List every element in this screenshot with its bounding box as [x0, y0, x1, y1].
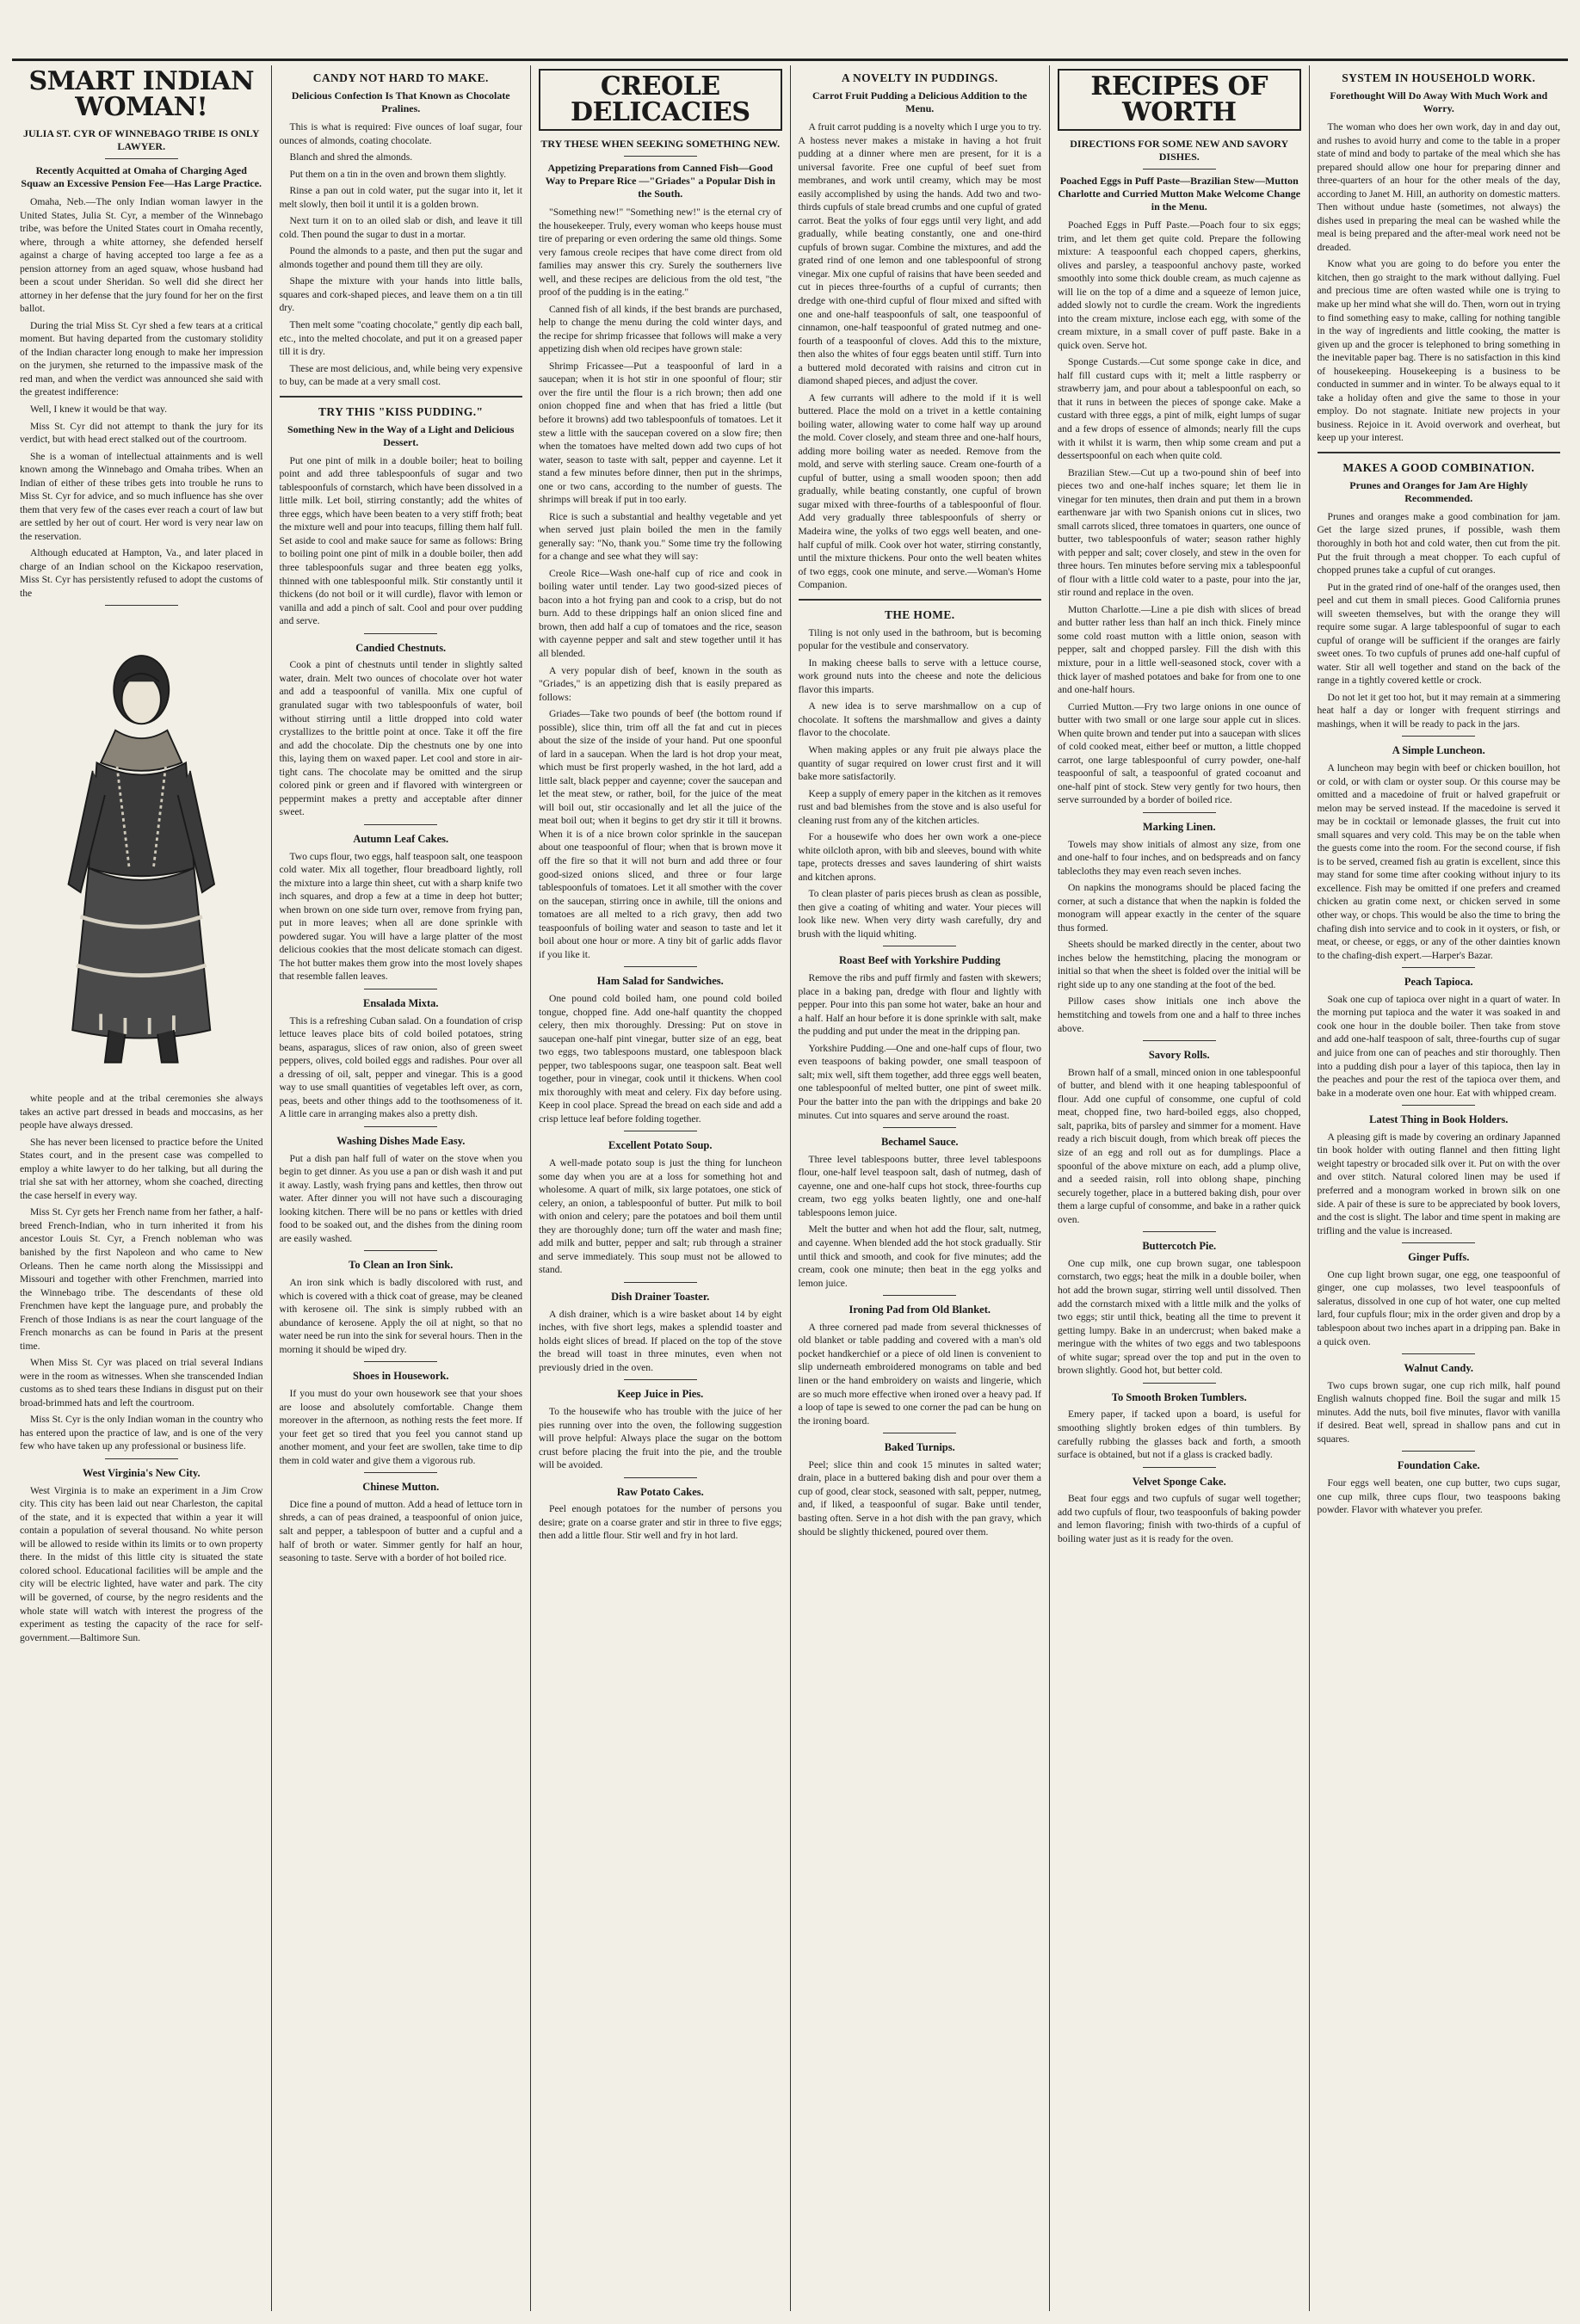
paragraph: For a housewife who does her own work a one-piece white oilcloth apron, with bib and sleeves, bound with white tape, protects dresses and saves laundering of shirt waists and kitchen aprons.	[798, 831, 1041, 883]
divider-rule	[1402, 967, 1475, 968]
article-ironing-pad-from-old-blanket	[799, 1295, 1042, 1427]
paragraph: Prunes and oranges make a good combination for jam. Get the large sized prunes, if possible, wash them thoroughly in both hot and cold water, then cut from the pit. Put the fruit through a meat chopper. To each cupful of chopped prunes take a cupful of cut oranges.	[1317, 510, 1560, 576]
divider-rule	[1143, 1467, 1216, 1468]
divider-rule	[364, 824, 437, 825]
divider-rule	[883, 1127, 956, 1128]
divider-rule	[1402, 1353, 1475, 1354]
headline: RECIPES OF WORTH	[1058, 69, 1301, 131]
divider-rule	[364, 1126, 437, 1127]
article-a-novelty-in-puddings	[799, 71, 1042, 592]
paragraph: A few currants will adhere to the mold if it is well buttered. Place the mold on a trivet in a kettle containing boiling water, allowing water to come half way up around the mold. Cover closely, and steam three and one-half hours, adding more boiling water as needed. Remove from the mold, and serve with sterling sauce. Cream one-fourth of a cupful of butter, using a small wooden spoon; then add gradually, while beating constantly, one cupful of brown sugar mixed with three-fourths of a tablespoonful of flour. Add very gradually three tablespoonfuls of sherry or Madeira wine, the yolks of two eggs well beaten, and one-half cupful of milk. Cook over hot water, stirring constantly, until the mixture thickens. Pour onto the well beaten whites of two eggs, cook one minute, and serve.—Woman's Home Companion.	[798, 391, 1041, 591]
column-3	[531, 65, 791, 2311]
subheadline: TRY THESE WHEN SEEKING SOMETHING NEW.	[540, 138, 781, 150]
divider-rule	[1402, 1451, 1475, 1452]
headline: Keep Juice in Pies.	[617, 1388, 704, 1401]
headline: Bechamel Sauce.	[880, 1136, 959, 1149]
paragraph: A well-made potato soup is just the thing for luncheon some day when you are at a loss for something hot and wholesome. A quart of milk, six large potatoes, one stick of celery, an onion, a tablespoonful of butter. Put milk to boil with onion and celery; pare the potatoes and boil them until they are thoroughly done; turn off the water and mash fine; add milk and butter, pepper and salt; rub through a strainer and serve immediately. This soup must not be allowed to stand.	[539, 1157, 782, 1276]
headline: To Smooth Broken Tumblers.	[1111, 1390, 1247, 1403]
paragraph: Know what you are going to do before you enter the kitchen, then go straight to the mark without dallying. Fuel and precious time are often wasted while one is trying to make up her mind what she will do. Then, worn out in trying to find something easy to make, calling for nothing tangible in the way of ingredients and little cooking, the matter is given up and the grocer is telephoned to bring something in the inevitable paper bag. There is no satisfaction in this kind of housekeeping. Housekeeping is a business to be conducted in summer and in winter. To be always equal to it take a holiday often and give the same to those in your employ. Do not stagnate. Initiate new projects in your business. Rejoice in it. Avoid overwork and overheat, but keep up your interest.	[1317, 258, 1561, 444]
paragraph: Put a dish pan half full of water on the stove when you begin to get dinner. As you use a pan or dish wash it and put it away. Lastly, wash frying pans and kettles, then throw out water. After dinner you will not have such a discouraging looking kitchen. There will be no pans or kettles with dried food to be soaked out, and the dishes from the dining room are easily washed.	[279, 1152, 522, 1244]
paragraph: white people and at the tribal ceremonies she always takes an active part dressed in beads and moccasins, as her people have always dressed.	[20, 1093, 263, 1131]
headline: THE HOME.	[884, 607, 955, 621]
article-excellent-potato-soup	[539, 1131, 782, 1277]
paragraph: Mutton Charlotte.—Line a pie dish with slices of bread and butter rather less than half an inch thick. Finely mince some cold roast mutton with a little onion, season with pepper, salt and chopped parsley. Fill the dish with this mixture, pour in a little well-seasoned stock, cover with a thick layer of mashed potatoes and bake for from one to one and one-half hours.	[1058, 603, 1301, 696]
article-roast-beef-with-yorkshire-pudding	[799, 946, 1042, 1122]
headline: A Simple Luncheon.	[1392, 744, 1485, 757]
headline: Raw Potato Cakes.	[616, 1485, 704, 1498]
paragraph: A three cornered pad made from several thicknesses of old blanket or table padding and covered with a man's old pocket handkerchief or a piece of old linen is convenient to slip underneath embroidered monograms on table and bed linen or the hand embroidery on waists and lingerie, which are so much more effective when ironed over a heavy pad. If a loop of tape is sewed to one corner the pad can be hung on the ironing board.	[798, 1321, 1041, 1427]
article-chinese-mutton	[280, 1472, 523, 1564]
paragraph: One cup light brown sugar, one egg, one teaspoonful of ginger, one cup molasses, two level teaspoonfuls of saleratus, dissolved in one cup of hot water, one cup melted lard, four cupfuls flour; mix in the order given and drop by a tablespoon about two inches apart in a dripping pan. Bake in a quick oven.	[1317, 1268, 1560, 1347]
paragraph: If you must do your own housework see that your shoes are loose and absolutely comfortable. Change them moreover in the afternoon, as nothing rests the feet more. If your feet get so tired that you feel you cannot stand up another moment, and your feet are swollen, take time to dip them in cold water and give them a vigorous rub.	[279, 1387, 522, 1466]
article-velvet-sponge-cake	[1058, 1467, 1301, 1546]
headline: Buttercotch Pie.	[1142, 1240, 1217, 1253]
divider-rule	[799, 599, 1042, 601]
divider-rule	[883, 1295, 956, 1296]
column-1	[12, 65, 272, 2311]
paragraph: Creole Rice—Wash one-half cup of rice and cook in boiling water until tender. Lay two good-sized pieces of bacon into a hot frying pan and cook to a crisp, but do not burn. Add to these drippings half an onion sliced fine and brown, then add half a cup of tomatoes and the rice, season with cayenne pepper and salt and stew together until it has all blended.	[539, 567, 782, 659]
article-walnut-candy	[1318, 1353, 1561, 1446]
paragraph: She has never been licensed to practice before the United States court, and in the present case was compelled to employ a white lawyer to do her talking, but all during the trial she sat with her attorney, whom she coached, directing the case herself in every way.	[20, 1136, 263, 1201]
subheadline: Poached Eggs in Puff Paste—Brazilian Stew—Mutton Charlotte and Curried Mutton Make Welcome Change in the Menu.	[1058, 175, 1301, 213]
article-continued	[20, 605, 263, 1453]
headline: Marking Linen.	[1142, 820, 1216, 833]
headline: Savory Rolls.	[1148, 1049, 1210, 1062]
paragraph: Brazilian Stew.—Cut up a two-pound shin of beef into pieces two and one-half inches square; let them lie in vinegar for ten minutes, then drain and put them in a brown earthenware jar with two Spanish onions cut in slices, two small carrots sliced, three tomatoes in quarters, one ounce of butter, two tablespoonfuls of water; season rather highly with pepper and salt; cover closely, and stew in the oven for three hours. Ten minutes before serving mix a tablespoonful of flour with a little cold water to a paste, pour into the jar, stir round and replace in the oven.	[1058, 466, 1301, 599]
divider-rule	[105, 605, 178, 606]
paragraph: Cook a pint of chestnuts until tender in slightly salted water, drain. Melt two ounces of chocolate over hot water and add a teaspoonful of vanilla. Mix one cupful of granulated sugar with two tablespoonfuls of water, boil without stirring until a little dropped into cold water crystallizes to the brittle point at once. Take it off the fire and add the chocolate. Dip the chestnuts one by one into this, laying them on waxed paper. Let cool and store in air-tight cans. The chocolate may be omitted and the sirup colored pink or green and if flavored with wintergreen or peppermint makes a pretty and acceptable after dinner sweet.	[279, 659, 522, 818]
paragraph: A luncheon may begin with beef or chicken bouillon, hot or cold, or with clam or oyster soup. Or this course may be omitted and a macedoine of fruit or halved grapefruit or melon may be served instead. If the macedoine is served it may be in cocktail or lemonade glasses, the fruit cut into small squares and very cold. This may be on the table when the guests come into the room. For the second course, if fish is to be served, creamed fish au gratin is excellent, since this may stand for some time after cooking without injury to its excellence. Fish may be omitted if one prefers and creamed chicken au gratin come next, or chicken served in some other way, or chops. This would be also the time to bring the chafing dish into service and to cook in it oysters, or fish, or meat, or cheese, or eggs, or any of the other dainties known to the chafing-dish expert.—Harper's Bazar.	[1317, 762, 1560, 961]
paragraph: To clean plaster of paris pieces brush as clean as possible, then give a coating of whiting and water. Your pieces will look like new. When very dirty wash carefully, dry and brush with the liquid whiting.	[798, 888, 1041, 940]
paragraph: Brown half of a small, minced onion in one tablespoonful of butter, and blend with it one heaping tablespoonful of flour. Add one cupful of consomme, one cupful of cold meat, chopped fine, two hard-boiled eggs, also chopped, salt, paprika, bits of parsley and simmer for a moment. Have ready a rich biscuit dough, from which break off pieces the size of an egg and roll out as for dumplings. Place a spoonful of the above mixture on each, add a plump olive, and a seeded raisin, roll into oblong shape, pinching securely together, place in a buttered baking dish, pour over them a large cupful of consomme, and bake in a rather quick oven.	[1058, 1066, 1301, 1225]
paragraph: Remove the ribs and puff firmly and fasten with skewers; place in a baking pan, dredge with flour and lightly with pepper. Pour into this pan some hot water, bake an hour and a half. Half an hour before it is done sprinkle with salt, make the pudding and put under the meat in the dripping pan.	[798, 972, 1041, 1038]
article-creole-delicacies	[539, 69, 782, 961]
deck-rule	[1143, 169, 1216, 170]
paragraph: On napkins the monograms should be placed facing the corner, at such a distance that when the napkin is folded the monogram will appear exactly in the center of the square thus formed.	[1058, 882, 1301, 934]
paragraph: Put in the grated rind of one-half of the oranges used, then peel and cut them in small pieces. Good California prunes will sweeten themselves, but with the orange they will require some sugar. A large tablespoonful of sugar to each cupful of orange will be sufficient if the oranges are fairly sweet ones. To two cupfuls of prunes add one-half cupful of water. Stir all well together and stand on the back of the range in a tightly covered kettle or crock.	[1317, 581, 1560, 687]
paragraph: Peel; slice thin and cook 15 minutes in salted water; drain, place in a buttered baking dish and pour over them a cup of good, clear stock, seasoned with salt, pepper, nutmeg, and, if liked, a teaspoonful of sugar. Bake until tender, basting often. Serve in a hot dish with the pan gravy, which should be slightly thickened, poured over them.	[798, 1458, 1041, 1538]
paragraph: Two cups flour, two eggs, half teaspoon salt, one teaspoon cold water. Mix all together, flour breadboard lightly, roll the mixture into a large thin sheet, cut with a sharp knife two inch squares, and drop a few at a time in deep hot butter; when brown on one side turn over, remove from frying pan, put in more leaves; when all are done sprinkle with powdered sugar. You will have a large platter of the most delicious cookies that the most delicate stomach can digest. The hot butter makes them grow into the most lovely shapes that resemble fallen leaves.	[279, 850, 522, 983]
divider-rule	[624, 1477, 697, 1478]
headline: TRY THIS "KISS PUDDING."	[318, 404, 484, 418]
divider-rule	[624, 1282, 697, 1283]
paragraph: In making cheese balls to serve with a lettuce course, work ground nuts into the cheese and note the delicious flavor this imparts.	[798, 657, 1041, 695]
subheadline: Appetizing Preparations from Canned Fish—Good Way to Prepare Rice —"Griades" a Popular Dish in the South.	[545, 162, 775, 200]
divider-rule	[1318, 452, 1561, 453]
paragraph: A fruit carrot pudding is a novelty which I urge you to try. A hostess never makes a mistake in having a hot fruit pudding at a dinner where men are present, for it is a universal favorite. Free one cupful of beef suet from membranes, and work until creamy, which may be most easily accomplished by using the hands. Add two and two-thirds cupfuls of stale bread crumbs and one cupful of grated carrot. Beat the yolks of four eggs until very light, and add gradually, while beating constantly, one and one-third cupfuls of brown sugar. Combine the mixtures, and add the grated rind of one lemon and one tablespoonful of strong vinegar. Mix one cupful of raisins that have been seeded and cut in pieces three-fourths of a cupful of currants; then dredge with one-third cupful of flour mixed and sifted with one and one-half teaspoonfuls of salt, one teaspoonful of cinnamon, one-half teaspoonful of grated nutmeg and one-fourth of a teaspoonful of cloves. Add this to the mixture, then also the whites of four eggs beaten until stiff. Turn into a buttered mold decorated with raisins and citron cut in diamond shaped pieces, and adjust the cover.	[798, 121, 1041, 387]
headline: To Clean an Iron Sink.	[349, 1259, 454, 1272]
paragraph: Shape the mixture with your hands into little balls, squares and cork-shaped pieces, and leave them on a tin till dry.	[279, 275, 522, 314]
headline: Washing Dishes Made Easy.	[336, 1134, 466, 1147]
divider-rule	[364, 633, 437, 634]
paragraph: Although educated at Hampton, Va., and later placed in charge of an Indian school on the Kickapoo reservation, Miss St. Cyr has persistently refused to adopt the customs of the	[20, 547, 263, 599]
paragraph: Melt the butter and when hot add the flour, salt, nutmeg, and cayenne. When blended add the hot stock gradually. Stir until thick and smooth, and cook for five minutes; add the cream, cook one minute; then beat in the egg yolks and lemon juice.	[798, 1224, 1041, 1289]
headline: Ham Salad for Sandwiches.	[596, 975, 724, 988]
paragraph: Put one pint of milk in a double boiler; heat to boiling point and add three tablespoonfuls of sugar and two tablespoonfuls of cornstarch, which have been dissolved in a little milk. Let boil, stirring constantly; add the whites of three eggs, which have been beaten to a very stiff froth; beat the mixture well and pour into teacups, filling them half full. Set aside to cool and make sauce for same as follows: Bring to boiling point one pint of milk in a double boiler, then add three tablespoonfuls sugar and three beaten egg yolks, thinned with one tablespoonful milk. Stir constantly until it thickens (do not boil or it will curdle), flavor with lemon or vanilla and add a pinch of salt. Cool and pour over pudding and serve.	[279, 454, 522, 627]
article-dish-drainer-toaster	[539, 1282, 782, 1374]
article-try-this-kiss-pudding	[280, 396, 523, 628]
article-shoes-in-housework	[280, 1361, 523, 1467]
headline: Walnut Candy.	[1404, 1362, 1474, 1375]
article-candy-not-hard-to-make	[280, 71, 523, 389]
article-raw-potato-cakes	[539, 1477, 782, 1543]
article-a-simple-luncheon	[1318, 736, 1561, 962]
paragraph: Poached Eggs in Puff Paste.—Poach four to six eggs; trim, and let them get quite cold. Prepare the following mixture: A teaspoonful each chopped capers, gherkins, olives and parsley, a teaspoonful anchovy paste, worked smoothly into some thick double cream, as much cajenne as will lie on the top of a dime and a squeeze of lemon juice, added slowly not to curdle the cream. Work the ingredients into the cream mixture, inclose each egg, with some of the cream mixture, in a small cover of puff paste. Bake in a quick oven. Serve hot.	[1058, 219, 1301, 351]
paragraph: During the trial Miss St. Cyr shed a few tears at a critical moment. But having departed from the customary stolidity of the Indian character long enough to make her impression on the jurymen, she returned to the impassive mask of the red man, and when the verdict was announced she said with the greatest indifference:	[20, 319, 263, 398]
article-ham-salad-for-sandwiches	[539, 966, 782, 1125]
paragraph: Miss St. Cyr did not attempt to thank the jury for its verdict, but with head erect stalked out of the courtroom.	[20, 420, 263, 446]
paragraph: One pound cold boiled ham, one pound cold boiled tongue, chopped fine. Add one-half quantity the chopped celery, then mix thoroughly. Dressing: Put on stove in saucepan one-half pint vinegar, butter size of an egg, beat two eggs, two tablespoons mustard, one tablespoon black pepper, two tablespoons sugar, one teaspoon salt. Beat well together, pour in vinegar, cook until it thickens. When cool mix thoroughly with meat and celery. Fix day before using. Keep in cool place. Spread the bread on each side and add a crisp lettuce leaf before folding together.	[539, 992, 782, 1125]
headline: Chinese Mutton.	[362, 1481, 440, 1494]
headline: Roast Beef with Yorkshire Pudding	[838, 954, 1001, 967]
article-marking-linen	[1058, 812, 1301, 1035]
paragraph: Sheets should be marked directly in the center, about two inches below the hemstitching, placing the monogram or initial so that when the sheet is folded over the initial will be right side up to any one standing at the foot of the bed.	[1058, 939, 1301, 990]
article-keep-juice-in-pies	[539, 1379, 782, 1471]
article-smart-indian-woman	[20, 66, 263, 600]
headline: Ensalada Mixta.	[362, 996, 439, 1009]
paragraph: Next turn it on to an oiled slab or dish, and leave it till cold. Then pound the sugar to dust in a mortar.	[279, 215, 522, 240]
headline: Candied Chestnuts.	[355, 641, 447, 654]
divider-rule	[105, 1458, 178, 1459]
divider-rule	[364, 1472, 437, 1473]
article-system-in-household-work	[1318, 71, 1561, 445]
paragraph: Keep a supply of emery paper in the kitchen as it removes rust and bad blemishes from the stove and is also useful for cleaning rust from any of the kitchen articles.	[798, 787, 1041, 826]
headline: Latest Thing in Book Holders.	[1369, 1113, 1509, 1126]
subheadline: DIRECTIONS FOR SOME NEW AND SAVORY DISHES.	[1070, 138, 1289, 163]
paragraph: When making apples or any fruit pie always place the quantity of sugar required on lower crust first and it will bake more satisfactorily.	[798, 744, 1041, 783]
paragraph: Shrimp Fricassee—Put a teaspoonful of lard in a saucepan; when it is hot stir in one spoonful of flour; stir over the fire until the flour is a rich brown; then add one onion chopped fine and when that has fried a little (but before it browns) add two tablespoonfuls of tomatoes. Let it stew a little with the saucepan covered on a slow fire; then when the tomatoes have melted down add two cups of hot water, season to taste with salt, pepper and cayenne. Let it stand a few minutes before dinner, then put in the shrimps, one or two cans, according to the number of guests. The shrimps will break if put in too early.	[539, 360, 782, 506]
columns	[12, 65, 1568, 2311]
article-washing-dishes-made-easy	[280, 1126, 523, 1245]
paragraph: A very popular dish of beef, known in the south as "Griades," is an appetizing dish that is easily prepared as follows:	[539, 664, 782, 703]
paragraph: Towels may show initials of almost any size, from one and one-half to four inches, and on bedspreads and on fancy tablecloths they may even reach seven inches.	[1058, 838, 1301, 877]
divider-rule	[1143, 812, 1216, 813]
paragraph: Pound the almonds to a paste, and then put the sugar and almonds together and pound them till they are oily.	[279, 245, 522, 270]
article-latest-thing-in-book-holders	[1318, 1105, 1561, 1237]
paragraph: Emery paper, if tacked upon a board, is useful for smoothing slightly broken edges of thin tumblers. By carefully rubbing the glasses back and forth, a smooth surface is obtained, but not if a glass is cracked badly.	[1058, 1409, 1301, 1461]
deck-rule	[624, 156, 697, 157]
portrait-illustration	[20, 611, 263, 1093]
article-foundation-cake	[1318, 1451, 1561, 1516]
paragraph: Yorkshire Pudding.—One and one-half cups of flour, two even teaspoons of baking powder, one small teaspoon of salt; mix well, sift them together, add three eggs well beaten, one tablespoonful of melted butter, one pint of sweet milk. Pour the batter into the pan with the drippings and bake 20 minutes. Cut into squares and serve around the roast.	[798, 1042, 1041, 1121]
article-to-smooth-broken-tumblers	[1058, 1383, 1301, 1462]
paragraph: An iron sink which is badly discolored with rust, and which is covered with a thick coat of grease, may be cleaned with kerosene oil. The sink is simply rubbed with an abundance of kerosene. Apply the oil at night, so that no water need be run into the sink for several hours. Then in the morning it should be wiped dry.	[279, 1277, 522, 1355]
headline: Shoes in Housework.	[353, 1370, 449, 1383]
column-4	[791, 65, 1051, 2311]
headline: CREOLE DELICACIES	[539, 69, 782, 131]
article-savory-rolls	[1058, 1040, 1301, 1226]
article-west-virginia-s-new-city	[20, 1458, 263, 1644]
paragraph: Curried Mutton.—Fry two large onions in one ounce of butter with two small or one large sour apple cut in slices. When quite brown and tender put into a saucepan with slices of cold cooked meat, either beef or mutton, a little chopped carrot, one large tablespoonful of curry powder, one-half teaspoonful of salt, a teaspoonful of grated cocoanut and one-half pint of stock. Stew very gently for two hours, then serve surrounded by a border of boiled rice.	[1058, 700, 1301, 806]
divider-rule	[364, 1361, 437, 1362]
article-makes-a-good-combination	[1318, 452, 1561, 731]
paragraph: Then melt some "coating chocolate," gently dip each ball, etc., into the melted chocolate, and put it on a greased paper till it is dry.	[279, 318, 522, 358]
paragraph: Pillow cases show initials one inch above the hemstitching and towels from one and a half to three inches above.	[1058, 996, 1301, 1034]
article-bechamel-sauce	[799, 1127, 1042, 1290]
article-autumn-leaf-cakes	[280, 824, 523, 983]
article-buttercotch-pie	[1058, 1231, 1301, 1378]
headline: MAKES A GOOD COMBINATION.	[1342, 460, 1535, 474]
headline: Peach Tapioca.	[1404, 976, 1473, 989]
headline: SYSTEM IN HOUSEHOLD WORK.	[1342, 71, 1536, 84]
headline: Autumn Leaf Cakes.	[353, 832, 449, 845]
paragraph: Rice is such a substantial and healthy vegetable and yet when served just plain boiled the men in the family generally say: "No, thank you." Some time try the following for a change and see what they will say:	[539, 510, 782, 563]
article-peach-tapioca	[1318, 967, 1561, 1100]
subheadline: Carrot Fruit Pudding a Delicious Addition to the Menu.	[812, 89, 1028, 115]
column-2	[272, 65, 532, 2311]
article-to-clean-an-iron-sink	[280, 1250, 523, 1356]
divider-rule	[624, 1379, 697, 1380]
paragraph: Omaha, Neb.—The only Indian woman lawyer in the United States, Julia St. Cyr, a member of the Winnebago tribe, was before the United States court in Omaha recently, where, through a white attorney, she defended herself against a charge of having accepted too large a fee as a pension attorney from an aged squaw, whose husband had been a scout under Sheridan. So well did she direct her attorney in her defense that the jury found for her on the first ballot.	[20, 196, 263, 315]
headline: Ironing Pad from Old Blanket.	[849, 1304, 991, 1316]
article-the-home	[799, 599, 1042, 941]
divider-rule	[1143, 1231, 1216, 1232]
headline: Ginger Puffs.	[1408, 1251, 1470, 1264]
divider-rule	[1402, 1105, 1475, 1106]
paragraph: When Miss St. Cyr was placed on trial several Indians were in the room as witnesses. When she transcended Indian customs as to shed tears these Indians in disgust put on their broad-brimmed hats and left the courtroom.	[20, 1357, 263, 1409]
paragraph: Rinse a pan out in cold water, put the sugar into it, let it melt slowly, then boil it until it is a golden brown.	[279, 185, 522, 210]
article-candied-chestnuts	[280, 633, 523, 819]
subheadline: Prunes and Oranges for Jam Are Highly Recommended.	[1349, 478, 1528, 504]
paragraph: One cup milk, one cup brown sugar, one tablespoon cornstarch, two eggs; heat the milk in a double boiler, when hot add the brown sugar, stirring well until dissolved. Then add the cornstarch mixed with a little milk and the yolks of two eggs; stir until thick, beating all the time to prevent it getting lumpy. Bake in an undercrust; when baked make a meringue with the whites of two eggs and two tablespoons of white sugar; spread over the top and put in the oven to brown slightly. Good hot, but better cold.	[1058, 1257, 1301, 1377]
paragraph: These are most delicious, and, while being very expensive to buy, can be made at a very small cost.	[279, 362, 522, 388]
paragraph: To the housewife who has trouble with the juice of her pies running over into the oven, the following suggestion will prove helpful: Always place the sugar on the bottom crust before placing the fruit into the pie, and the trouble will be avoided.	[539, 1405, 782, 1471]
paragraph: Soak one cup of tapioca over night in a quart of water. In the morning put tapioca and the water it was soaked in and cook one hour in the double boiler. Then take from stove and add one-half teaspoon of salt, three-fourths cup of sugar and juice from one can of peaches and stir thoroughly. Then into a pudding dish pour a layer of this tapioca, then lay in the peaches and pour the rest of the tapioca over them, and bake in a moderate oven one hour. Eat with whipped cream.	[1317, 993, 1560, 1099]
subheadline: JULIA ST. CYR OF WINNEBAGO TRIBE IS ONLY LAWYER.	[22, 127, 260, 152]
subheadline: Forethought Will Do Away With Much Work and Worry.	[1330, 89, 1548, 115]
divider-rule	[364, 1250, 437, 1251]
paragraph: Peel enough potatoes for the number of persons you desire; grate on a coarse grater and stir in three to five eggs; then add a little flour. Stir well and fry in hot lard.	[539, 1503, 782, 1542]
article-ginger-puffs	[1318, 1242, 1561, 1348]
paragraph: A pleasing gift is made by covering an ordinary Japanned tin book holder with outing flannel and then fitting light weight tapestry or brocaded silk over it. Put on with the over and over stitch. Natural colored linen may be used if preferred and a monogram worked in brown silk on one side. A pair of these is sure to be appreciated by book lovers, and the cost is slight. The labor and time spent in making are trifling and the value is increased.	[1317, 1131, 1560, 1236]
article-baked-turnips	[799, 1433, 1042, 1538]
headline: Dish Drainer Toaster.	[611, 1290, 710, 1303]
paragraph: "Something new!" "Something new!" is the eternal cry of the housekeeper. Truly, every woman who keeps house must tire of preparing or even ordering the same old things. Some very famous creole recipes that have come direct from old families may answer this cry. Surely the southerners live well, and these recipes are delicious from the old test, "the proof of the pudding is in the eating."	[539, 207, 782, 299]
paragraph: A dish drainer, which is a wire basket about 14 by eight inches, with five short legs, makes a splendid toaster and holds eight slices of bread. If placed on the top of the stove the bread will toast in three minutes, even when not previously dried in the oven.	[539, 1308, 782, 1373]
paragraph: Blanch and shred the almonds.	[289, 151, 413, 163]
paragraph: Sponge Custards.—Cut some sponge cake in dice, and half fill custard cups with it; melt a little raspberry or strawberry jam, and pour about a tablespoonful on each, so that it runs in between the pieces of sponge cake. Make a custard with three eggs, a pint of milk, eight lumps of sugar and a few drops of essence of almonds; nearly fill the cups with it whilst it is warm, then whip some cream and put a dessertspoonful on each when quite cold.	[1058, 356, 1301, 462]
headline: West Virginia's New City.	[82, 1466, 201, 1479]
paragraph: Well, I knew it would be that way.	[30, 403, 167, 415]
paragraph: She is a woman of intellectual attainments and is well known among the Winnebago and Omaha tribes. When an Indian of either of these tribes gets into trouble he runs to Miss St. Cyr for advice, and so much influence has she over them that very few of the cases ever reach a court of law but are settled by her out of court. Her word is very near law on the reservation.	[20, 450, 263, 542]
headline: Excellent Potato Soup.	[608, 1139, 713, 1152]
subheadline: Something New in the Way of a Light and Delicious Dessert.	[287, 422, 515, 448]
paragraph: A new idea is to serve marshmallow on a cup of chocolate. It softens the marshmallow and gives a dainty flavor to the chocolate.	[798, 700, 1041, 739]
paragraph: West Virginia is to make an experiment in a Jim Crow city. This city has been laid out near Charleston, the capital of the state, and it is expected that within a year it will contain a population of several thousand. No white person will be allowed to reside within its limits or to own property there. In the midst of this little city is situated the state colored school. Educational facilities will be ample and the city will be electric lighted, have water and park. The city will be governed, of course, by the negro residents and the whole state will watch with interest the progress of the experiment as testing the capacity of the race for self-government.—Baltimore Sun.	[20, 1484, 263, 1643]
paragraph: Put them on a tin in the oven and brown them slightly.	[289, 168, 507, 180]
headline: Velvet Sponge Cake.	[1132, 1475, 1226, 1488]
paragraph: Do not let it get too hot, but it may remain at a simmering heat half a day or longer with frequent stirrings and mashings, when it will be ready to pack in the jars.	[1317, 691, 1560, 730]
top-rule	[12, 59, 1568, 61]
paragraph: Tiling is not only used in the bathroom, but is becoming popular for the vestibule and conservatory.	[798, 626, 1041, 652]
paragraph: Miss St. Cyr is the only Indian woman in the country who has entered upon the practice of law, and is one of the very few who have taken up any professional or business life.	[20, 1414, 263, 1452]
paragraph: Beat four eggs and two cupfuls of sugar well together; add two cupfuls of flour, two teaspoonfuls of baking powder and lemon flavoring; finish with two-thirds of a cupful of boiling water just as it is ready for the oven.	[1058, 1493, 1301, 1544]
divider-rule	[1143, 1383, 1216, 1384]
paragraph: Dice fine a pound of mutton. Add a head of lettuce torn in shreds, a can of peas drained, a teaspoonful of onion juice, salt and pepper, a tablespoon of butter and a cupful and a half of broth or water. Simmer gently for half an hour, seasoning to taste. Serve with a border of hot boiled rice.	[279, 1498, 522, 1564]
headline: Foundation Cake.	[1397, 1459, 1480, 1472]
paragraph: This is a refreshing Cuban salad. On a foundation of crisp lettuce leaves place bits of cold boiled potatoes, string beans, asparagus, slices of raw onion, also of green sweet peppers, olives, cold boiled eggs and radishes. Pour over all a dressing of oil, salt, pepper and vinegar. This is a good way to use small quantities of vegetables left over, as corn, peas, beets and other things add to the toothsomeness of it. A little care in arranging makes also a pretty dish.	[279, 1014, 522, 1120]
divider-rule	[624, 966, 697, 967]
article-recipes-of-worth	[1058, 69, 1301, 807]
paragraph: Four eggs well beaten, one cup butter, two cups sugar, one cup milk, three cups flour, two teaspoons baking powder. Flavor with whatever you prefer.	[1317, 1477, 1560, 1516]
paragraph: Canned fish of all kinds, if the best brands are purchased, help to change the menu during the cold winter days, and the recipe for shrimp fricassee that follows will make a very appetizing dish when old recipes have grown stale:	[539, 303, 782, 355]
subheadline: Recently Acquitted at Omaha of Charging Aged Squaw an Excessive Pension Fee—Has Large Practice.	[21, 164, 262, 189]
divider-rule	[280, 396, 523, 398]
divider-rule	[1402, 1242, 1475, 1243]
paragraph: Griades—Take two pounds of beef (the bottom round if possible), slice thin, trim off all the fat and cut in pieces about the size of the inside of your hand. Put one spoonful of lard in a saucepan. When the lard is hot drop your meat, which must be first properly washed, in the hot lard, add a little salt, black pepper and cayenne; cover the saucepan and let the meat stew, or rather, boil, for the juice of the meat will boil out, stir occasionally and let all the juice of the meat boil out; when it begins to get dry stir it till it browns. When it is of a nice brown color sprinkle in the saucepan about one teaspoonful of flour; when that is brown move it off the fire so that it will not burn and add three or four good-sized onions sliced, and three or four large tablespoonfuls of tomatoes. Let it all smother with the cover on the saucepan, stirring once in awhile, till the onions and tomatoes are all melted to a rich gravy, then add two teaspoonfuls of boiling water and season to taste and let it boil about one hour or more. A tiny bit of garlic adds flavor if you like it.	[539, 708, 782, 960]
paragraph: Two cups brown sugar, one cup rich milk, half pound English walnuts chopped fine. Boil the sugar and milk 15 minutes. Add the nuts, boil five minutes, flavor with vanilla if desired. Beat well, spread in shallow pans and cut in squares.	[1317, 1379, 1560, 1445]
paragraph: Three level tablespoons butter, three level tablespoons flour, one-half level teaspoon salt, dash of nutmeg, dash of cayenne, one and one-half cups hot stock, three-fourths cup cream, two egg yolks beaten lightly, one and one-half tablespoons lemon juice.	[798, 1153, 1041, 1218]
subheadline: Delicious Confection Is That Known as Chocolate Pralines.	[291, 89, 510, 115]
column-5	[1050, 65, 1310, 2311]
divider-rule	[1402, 736, 1475, 737]
headline: CANDY NOT HARD TO MAKE.	[312, 71, 489, 84]
article-ensalada-mixta	[280, 989, 523, 1121]
headline: Baked Turnips.	[884, 1441, 955, 1454]
divider-rule	[1143, 1040, 1216, 1041]
headline: A NOVELTY IN PUDDINGS.	[841, 71, 998, 84]
paragraph: The woman who does her own work, day in and day out, and rushes to avoid hurry and come to the table in a proper state of mind and body to partake of the meal which she has prepared should allow one hour for preparing dinner and three-quarters of an hour for the other meals of the day, according to Janet M. Hill, an authority on domestic matters. Then without undue haste (sometimes, not always) the dishes used in preparing the meal can be washed while the meal is being prepared and the after-meal work need not be dreaded.	[1317, 121, 1560, 253]
paragraph: Miss St. Cyr gets her French name from her father, a half-breed French-Indian, who in turn inherited it from his ancestor Louis St. Cyr, a French nobleman who was banished by the first Napoleon and who came to New Orleans. Then he came north along the Mississippi and Missouri and together with other Frenchmen, married into the Winnebago tribe. The descendants of these old Frenchmen have kept the language pure, and probably the French of those Indians is as near the court language of the French monarchs as can be found in Paris at the present time.	[20, 1206, 263, 1352]
deck-rule	[105, 158, 178, 159]
paragraph: This is what is required: Five ounces of loaf sugar, four ounces of almonds, coating chocolate.	[279, 121, 522, 146]
column-6	[1310, 65, 1569, 2311]
headline: SMART INDIAN WOMAN!	[28, 66, 255, 122]
